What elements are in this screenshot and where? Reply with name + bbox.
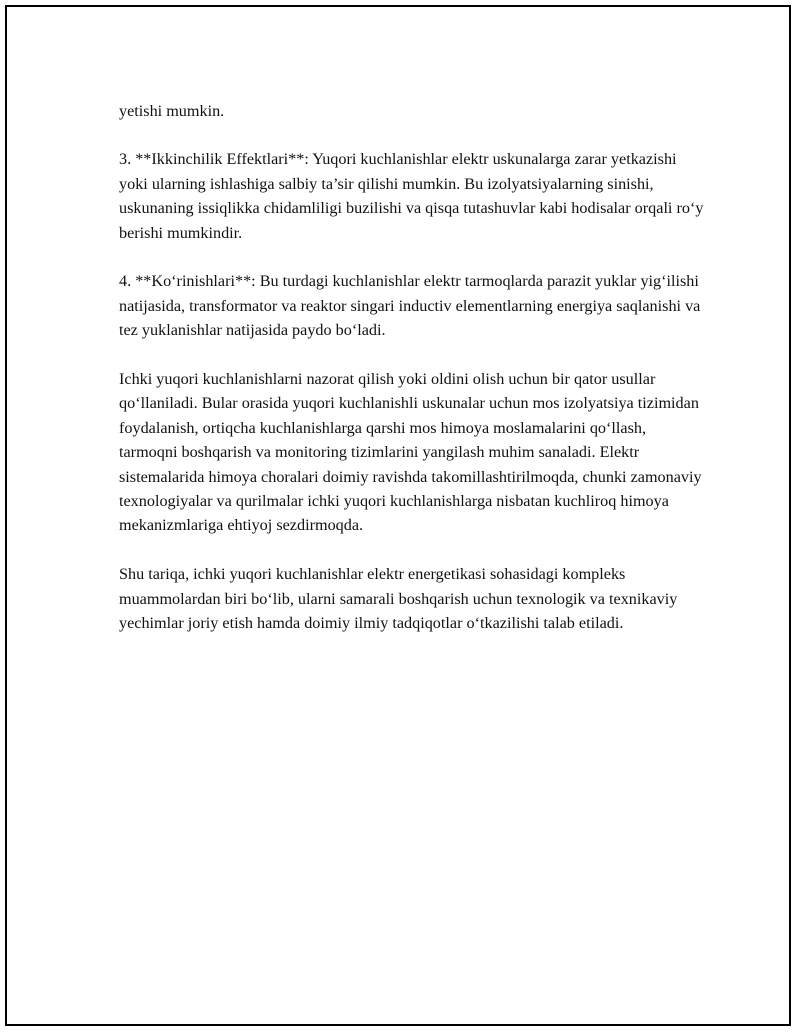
document-page <box>5 5 791 1026</box>
paragraph-manifestations: 4. **Ko‘rinishlari**: Bu turdagi kuchlanishlar elektr tarmoqlarda parazit yuklar yig‘ilishi natijasida, transformator va reaktor singari inductiv elementlarning energiya saqlanishi va tez yuklanishlar natijasida paydo bo‘ladi. <box>119 272 701 340</box>
paragraph-control-methods: Ichki yuqori kuchlanishlarni nazorat qilish yoki oldini olish uchun bir qator usullar qo‘llaniladi. Bular orasida yuqori kuchlanishli uskunalar uchun mos izolyatsiya tizimidan foydalanish, ortiqcha kuchlanishlarga qarshi mos himoya moslamalarini qo‘llash, tarmoqni boshqarish va monitoring tizimlarini yangilash muhim sanaladi. Elektr sistemalarida himoya choralari doimiy ravishda takomillashtirilmoqda, chunki zamonaviy texnologiyalar va qurilmalar ichki yuqori kuchlanishlarga nisbatan kuchliroq himoya mekanizmlariga ehtiyoj sezdirmoqda. <box>119 370 702 535</box>
paragraph-conclusion: Shu tariqa, ichki yuqori kuchlanishlar elektr energetikasi sohasidagi kompleks muammolardan biri bo‘lib, ularni samarali boshqarish uchun texnologik va texnikaviy yechimlar joriy etish hamda doimiy ilmiy tadqiqotlar o‘tkazilishi talab etiladi. <box>119 565 678 633</box>
document-body <box>119 99 704 660</box>
paragraph-continuation: yetishi mumkin. <box>119 102 225 120</box>
paragraph-secondary-effects: 3. **Ikkinchilik Effektlari**: Yuqori kuchlanishlar elektr uskunalarga zarar yetkazishi yoki ularning ishlashiga salbiy ta’sir qilishi mumkin. Bu izolyatsiyalarning sinishi, uskunaning issiqlikka chidamliligi buzilishi va qisqa tutashuvlar kabi hodisalar orqali ro‘y berishi mumkindir. <box>119 150 704 242</box>
